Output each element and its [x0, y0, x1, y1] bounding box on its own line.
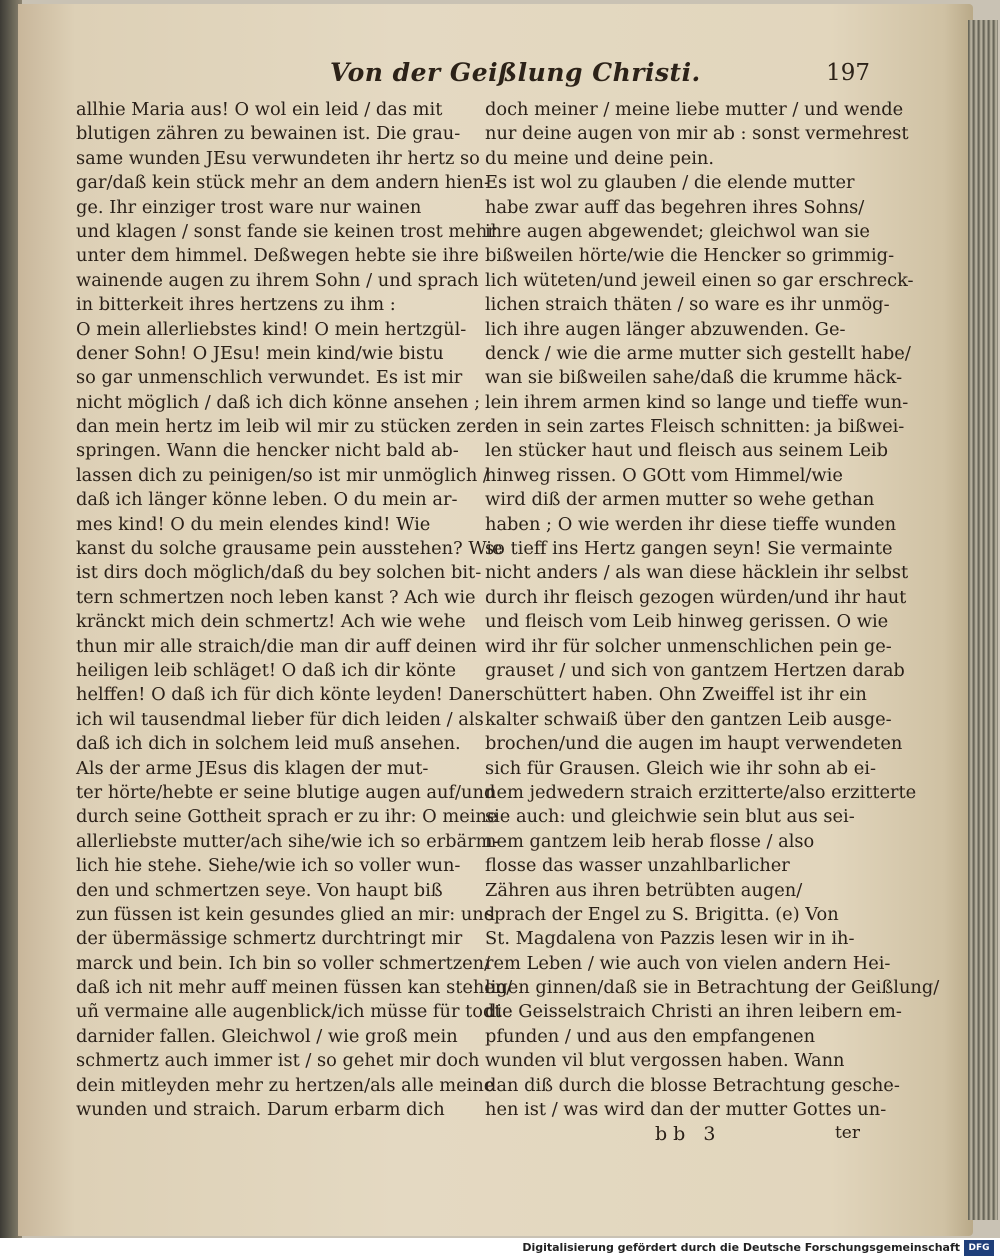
text-line: ge. Ihr einziger trost ware nur wainen: [76, 196, 422, 218]
text-line: lich hie stehe. Siehe/wie ich so voller wun-: [76, 855, 461, 877]
text-line: lein ihrem armen kind so lange und tieffe wun-: [485, 391, 909, 413]
page-edges: [968, 20, 998, 1220]
text-line: unter dem himmel. Deßwegen hebte sie ihre: [76, 245, 479, 267]
text-line: erschüttert haben. Ohn Zweiffel ist ihr ein: [485, 684, 867, 706]
text-line: helffen! O daß ich für dich könte leyden! Dan: [76, 684, 485, 706]
text-line: kalter schwaiß über den gantzen Leib ausge-: [485, 708, 892, 730]
text-line: hinweg rissen. O GOtt vom Himmel/wie: [485, 464, 843, 486]
text-line: nem jedwedern straich erzitterte/also erzitterte: [485, 781, 917, 803]
text-line: pfunden / und aus den empfangenen: [485, 1025, 816, 1047]
text-line: nem gantzem leib herab flosse / also: [485, 830, 815, 852]
text-line: ihre augen abgewendet; gleichwol wan sie: [485, 220, 870, 242]
credit-bar: [0, 1238, 1000, 1260]
text-line: daß ich länger könne leben. O du mein ar-: [76, 489, 458, 511]
text-line: lich ihre augen länger abzuwenden. Ge-: [485, 318, 846, 340]
text-line: nicht anders / als wan diese häcklein ihr selbst: [485, 562, 909, 584]
text-line: dener Sohn! O JEsu! mein kind/wie bistu: [76, 342, 444, 364]
text-line: in bitterkeit ihres hertzens zu ihm :: [76, 294, 396, 316]
text-line: durch ihr fleisch gezogen würden/und ihr haut: [485, 586, 907, 608]
text-line: grauset / und sich von gantzem Hertzen darab: [485, 659, 905, 681]
text-line: du meine und deine pein.: [485, 147, 715, 169]
text-line: sie auch: und gleichwie sein blut aus sei-: [485, 806, 855, 828]
running-head: Von der Geißlung Christi.: [330, 58, 701, 87]
text-line: lich wüteten/und jeweil einen so gar erschreck-: [485, 269, 914, 291]
text-line: allerliebste mutter/ach sihe/wie ich so erbärm-: [76, 830, 499, 852]
text-line: wunden vil blut vergossen haben. Wann: [485, 1050, 845, 1072]
text-line: wan sie bißweilen sahe/daß die krumme häck-: [485, 367, 903, 389]
dfg-logo-icon: DFG: [964, 1240, 994, 1256]
text-line: zun füssen ist kein gesundes glied an mir: und: [76, 903, 496, 925]
text-line: ter hörte/hebte er seine blutige augen auf/und: [76, 781, 496, 803]
text-line: und fleisch vom Leib hinweg gerissen. O wie: [485, 611, 889, 633]
text-line: denck / wie die arme mutter sich gestellt habe/: [485, 342, 911, 364]
text-line: wird diß der armen mutter so wehe gethan: [485, 489, 875, 511]
text-line: der übermässige schmertz durchtringt mir: [76, 928, 463, 950]
text-line: Zähren aus ihren betrübten augen/: [485, 879, 803, 901]
text-line: lassen dich zu peinigen/so ist mir unmöglich /: [76, 464, 489, 486]
text-line: gar/daß kein stück mehr an dem andern hien-: [76, 172, 490, 194]
text-line: durch seine Gottheit sprach er zu ihr: O meine: [76, 806, 498, 828]
text-line: ich wil tausendmal lieber für dich leiden / als: [76, 708, 484, 730]
text-line: O mein allerliebstes kind! O mein hertzgül-: [76, 318, 467, 340]
text-line: kanst du solche grausame pein ausstehen? Wie: [76, 538, 503, 560]
text-line: allhie Maria aus! O wol ein leid / das mit: [76, 99, 443, 120]
text-line: nur deine augen von mir ab : sonst vermehrest: [485, 123, 909, 145]
text-line: mes kind! O du mein elendes kind! Wie: [76, 513, 431, 535]
text-line: marck und bein. Ich bin so voller schmertzen/: [76, 952, 491, 974]
text-line: dein mitleyden mehr zu hertzen/als alle meine: [76, 1074, 495, 1096]
text-line: nicht möglich / daß ich dich könne ansehen ;: [76, 391, 481, 413]
text-line: springen. Wann die hencker nicht bald ab-: [76, 440, 459, 462]
text-line: blutigen zähren zu bewainen ist. Die grau-: [76, 123, 461, 145]
text-line: daß ich nit mehr auff meinen füssen kan stehen/: [76, 977, 513, 999]
text-line: kränckt mich dein schmertz! Ach wie wehe: [76, 611, 466, 633]
text-line: Es ist wol zu glauben / die elende mutter: [485, 172, 855, 194]
text-line: bißweilen hörte/wie die Hencker so grimmig-: [485, 245, 895, 267]
text-line: den in sein zartes Fleisch schnitten: ja bißwei-: [485, 416, 905, 438]
right-column: [485, 98, 940, 1122]
text-line: ist dirs doch möglich/daß du bey solchen bit-: [76, 562, 482, 584]
text-line: haben ; O wie werden ihr diese tieffe wunden: [485, 513, 897, 535]
text-line: den und schmertzen seye. Von haupt biß: [76, 879, 443, 901]
digitization-credit: Digitalisierung gefördert durch die Deutsche Forschungsgemeinschaft: [522, 1241, 960, 1254]
text-line: thun mir alle straich/die man dir auff deinen: [76, 635, 477, 657]
text-line: doch meiner / meine liebe mutter / und wende: [485, 99, 904, 120]
left-column: [76, 98, 513, 1122]
text-line: wird ihr für solcher unmenschlichen pein ge-: [485, 635, 892, 657]
text-line: brochen/und die augen im haupt verwendeten: [485, 733, 903, 755]
page-footer: [485, 1123, 880, 1149]
text-line: so tieff ins Hertz gangen seyn! Sie vermainte: [485, 538, 893, 560]
text-line: rem Leben / wie auch von vielen andern Hei-: [485, 952, 891, 974]
signature-mark: bb 3: [655, 1123, 722, 1145]
text-line: uñ vermaine alle augenblick/ich müsse für todt: [76, 1001, 502, 1023]
text-line: same wunden JEsu verwundeten ihr hertz so: [76, 147, 480, 169]
text-line: und klagen / sonst fande sie keinen trost mehr: [76, 220, 496, 242]
page-number: 197: [826, 60, 870, 86]
text-line: wunden und straich. Darum erbarm dich: [76, 1099, 445, 1121]
text-line: Als der arme JEsus dis klagen der mut-: [76, 757, 429, 779]
text-line: tern schmertzen noch leben kanst ? Ach wie: [76, 586, 476, 608]
catchword: ter: [834, 1123, 860, 1143]
text-line: flosse das wasser unzahlbarlicher: [485, 855, 790, 877]
text-line: dan diß durch die blosse Betrachtung gesche-: [485, 1074, 900, 1096]
page-header: [330, 58, 870, 92]
text-line: wainende augen zu ihrem Sohn / und sprach: [76, 269, 479, 291]
text-line: schmertz auch immer ist / so gehet mir doch: [76, 1050, 480, 1072]
text-line: lichen straich thäten / so ware es ihr unmög-: [485, 294, 890, 316]
text-line: dan mein hertz im leib wil mir zu stücken zer-: [76, 416, 491, 438]
text-line: sich für Grausen. Gleich wie ihr sohn ab ei-: [485, 757, 876, 779]
text-line: hen ist / was wird dan der mutter Gottes un-: [485, 1099, 887, 1121]
text-line: daß ich dich in solchem leid muß ansehen.: [76, 733, 461, 755]
text-line: habe zwar auff das begehren ihres Sohns/: [485, 196, 865, 218]
text-line: sprach der Engel zu S. Brigitta. (e) Von: [485, 903, 839, 925]
text-line: darnider fallen. Gleichwol / wie groß mein: [76, 1025, 458, 1047]
text-line: die Geisselstraich Christi an ihren leibern em-: [485, 1001, 902, 1023]
text-line: heiligen leib schläget! O daß ich dir könte: [76, 659, 456, 681]
text-line: ligen ginnen/daß sie in Betrachtung der Geißlung/: [485, 977, 940, 999]
text-line: so gar unmenschlich verwundet. Es ist mir: [76, 367, 463, 389]
text-line: len stücker haut und fleisch aus seinem Leib: [485, 440, 888, 462]
text-line: St. Magdalena von Pazzis lesen wir in ih-: [485, 928, 855, 950]
